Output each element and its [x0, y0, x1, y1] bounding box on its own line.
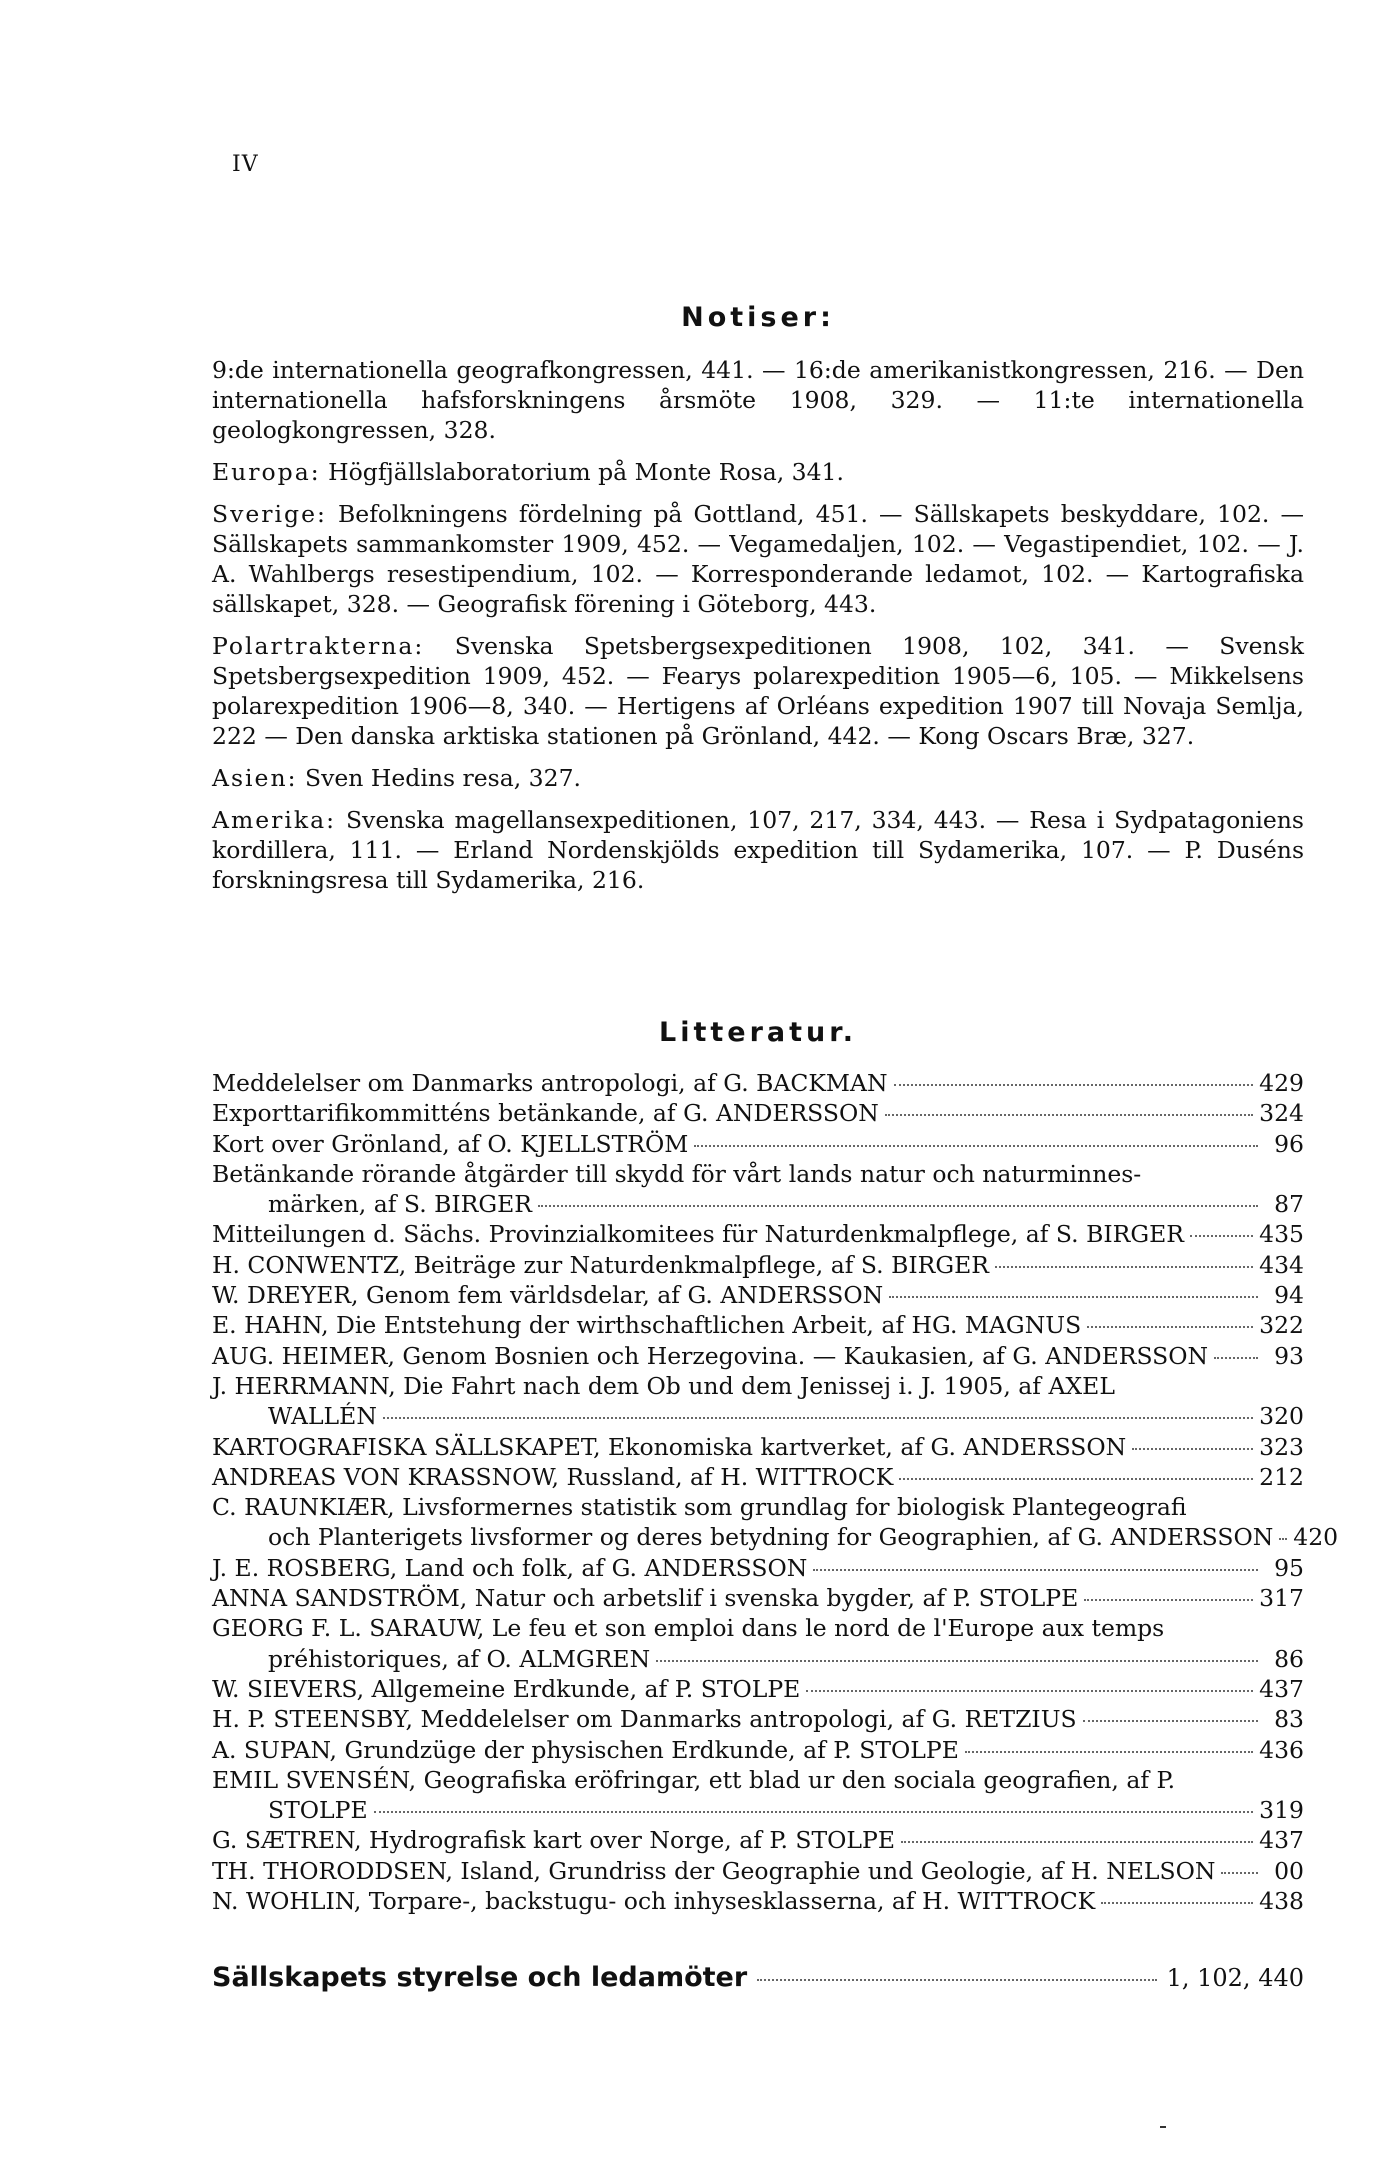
region-label: Sverige: [212, 500, 327, 528]
region-label: Asien: [212, 764, 298, 792]
entry-page: 434 [1259, 1250, 1304, 1279]
entry-text: Mitteilungen d. Sächs. Provinzialkomitees für Naturdenkmalpflege, af S. BIRGER [212, 1220, 1184, 1249]
entry-page: 435 [1259, 1220, 1304, 1249]
page-number: IV [232, 152, 259, 177]
litteratur-entry [212, 1613, 1304, 1643]
notiser-text: Svenska Spetsbergsexpeditionen 1908, 102, 341. — Svensk Spetsbergsexpedition 1909, 452. — Fearys polarexpedition 1905—6, 105. — Mikkelsens polarexpedition 1906—8, 340. — Hertigens af Orléans expedition 1907 till Novaja Semlja, 222 — Den danska arktiska stationen på Grönland, 442. — Kong Oscars Bræ, 327. [212, 632, 1304, 750]
entry-page: 323 [1259, 1432, 1304, 1461]
dot-leader [889, 1296, 1258, 1298]
region-label: Amerika: [212, 806, 337, 834]
dot-leader [899, 1478, 1253, 1480]
entry-page: 420 [1293, 1523, 1339, 1552]
litteratur-entry [212, 1159, 1304, 1189]
entry-text: Kort over Grönland, af O. KJELLSTRÖM [212, 1129, 689, 1158]
entry-text: H. CONWENTZ, Beiträge zur Naturdenkmalpflege, af S. BIRGER [212, 1250, 989, 1279]
entry-text: och Planterigets livsformer og deres betydning for Geographien, af G. ANDERSSON [268, 1523, 1274, 1552]
region-label: Europa: [212, 458, 321, 486]
litteratur-entry [212, 1856, 1304, 1886]
litteratur-entry [212, 1886, 1304, 1916]
notiser-paragraph [212, 355, 1304, 445]
entry-page: 212 [1259, 1462, 1304, 1491]
entry-text: KARTOGRAFISKA SÄLLSKAPET, Ekonomiska kartverket, af G. ANDERSSON [212, 1432, 1127, 1461]
entry-text: TH. THORODDSEN, Island, Grundriss der Geographie und Geologie, af H. NELSON [212, 1856, 1216, 1885]
litteratur-entry [212, 1401, 1304, 1431]
dot-leader [885, 1114, 1253, 1116]
litteratur-entry [212, 1765, 1304, 1795]
dot-leader [1279, 1538, 1287, 1540]
entry-text: AUG. HEIMER, Genom Bosnien och Herzegovina. — Kaukasien, af G. ANDERSSON [212, 1341, 1209, 1370]
entry-text: WALLÉN [268, 1402, 377, 1431]
dot-leader [694, 1145, 1258, 1147]
notiser-text: Sven Hedins resa, 327. [305, 764, 581, 792]
dot-leader [901, 1841, 1253, 1843]
litteratur-entry [212, 1098, 1304, 1128]
entry-text: märken, af S. BIRGER [268, 1190, 532, 1219]
entry-text: Meddelelser om Danmarks antropologi, af G. BACKMAN [212, 1069, 888, 1097]
entry-page: 437 [1259, 1826, 1304, 1855]
entry-text: W. SIEVERS, Allgemeine Erdkunde, af P. STOLPE [212, 1674, 801, 1703]
entry-text: EMIL SVENSÉN, Geografiska eröfringar, ett blad ur den sociala geografien, af P. [212, 1765, 1176, 1794]
entry-text: Betänkande rörande åtgärder till skydd för vårt lands natur och naturminnes- [212, 1159, 1142, 1188]
dot-leader [1190, 1235, 1253, 1237]
entry-text: G. SÆTREN, Hydrografisk kart over Norge, af P. STOLPE [212, 1826, 895, 1855]
entry-text: J. E. ROSBERG, Land och folk, af G. ANDERSSON [212, 1553, 808, 1582]
litteratur-entry [212, 1795, 1304, 1825]
notiser-heading: Notiser: [681, 302, 835, 333]
entry-page: 438 [1259, 1887, 1304, 1916]
litteratur-entry [212, 1129, 1304, 1159]
notiser-paragraph [212, 763, 1304, 793]
entry-text: préhistoriques, af O. ALMGREN [268, 1644, 651, 1673]
litteratur-entry [212, 1735, 1304, 1765]
entry-text: ANDREAS VON KRASSNOW, Russland, af H. WITTROCK [212, 1462, 894, 1491]
entry-text: Exporttarifikommitténs betänkande, af G. ANDERSSON [212, 1099, 879, 1128]
entry-page: 429 [1259, 1069, 1304, 1097]
entry-page: 95 [1274, 1553, 1304, 1582]
dot-leader [1214, 1357, 1258, 1359]
litteratur-entry [212, 1674, 1304, 1704]
styrelse-entry [212, 1962, 1304, 1993]
entry-page: 83 [1274, 1705, 1304, 1734]
styrelse-pages: 1, 102, 440 [1166, 1964, 1304, 1993]
litteratur-entry [212, 1825, 1304, 1855]
entry-page: 86 [1274, 1644, 1304, 1673]
litteratur-entry [212, 1704, 1304, 1734]
dot-leader [656, 1660, 1258, 1662]
litteratur-heading: Litteratur. [659, 1017, 857, 1048]
entry-text: J. HERRMANN, Die Fahrt nach dem Ob und dem Jenissej i. J. 1905, af AXEL [212, 1371, 1115, 1400]
region-label: Polartrakterna: [212, 632, 425, 660]
dot-leader [1087, 1326, 1253, 1328]
litteratur-entry [212, 1341, 1304, 1371]
dot-leader [757, 1979, 1156, 1981]
entry-text: STOLPE [268, 1796, 368, 1825]
litteratur-entry [212, 1280, 1304, 1310]
litteratur-entry [212, 1310, 1304, 1340]
notiser-section [212, 355, 1304, 895]
entry-page: 320 [1259, 1402, 1304, 1431]
page-content [212, 290, 1339, 1994]
dot-leader [806, 1690, 1253, 1692]
litteratur-entry [212, 1462, 1304, 1492]
entry-text: C. RAUNKIÆR, Livsformernes statistik som grundlag for biologisk Plantegeografi [212, 1493, 1187, 1522]
dot-leader [383, 1417, 1253, 1419]
dot-leader [813, 1569, 1258, 1571]
litteratur-entry [212, 1189, 1304, 1219]
notiser-text: Svenska magellansexpeditionen, 107, 217, 334, 443. — Resa i Sydpatagoniens kordillera, 111. — Erland Nordenskjölds expedition till Sydamerika, 107. — P. Duséns forskningsresa till Sydamerika, 216. [212, 806, 1304, 894]
litteratur-list [212, 1068, 1339, 1916]
dot-leader [1132, 1448, 1253, 1450]
notiser-paragraph [212, 457, 1304, 487]
dot-leader [1084, 1599, 1253, 1601]
entry-page: 322 [1259, 1311, 1304, 1340]
entry-text: ANNA SANDSTRÖM, Natur och arbetslif i svenska bygder, af P. STOLPE [212, 1584, 1079, 1613]
entry-page: 324 [1259, 1099, 1304, 1128]
litteratur-entry [212, 1553, 1304, 1583]
litteratur-entry [212, 1522, 1339, 1552]
dot-leader [1083, 1720, 1258, 1722]
entry-text: A. SUPAN, Grundzüge der physischen Erdkunde, af P. STOLPE [212, 1735, 959, 1764]
notiser-text: Befolkningens fördelning på Gottland, 451. — Sällskapets beskyddare, 102. — Sällskapets sammankomster 1909, 452. — Vegamedaljen, 102. — Vegastipendiet, 102. — J. A. Wahlbergs resestipendium, 102. — Korresponderande ledamot, 102. — Kartografiska sällskapet, 328. — Geografisk förening i Göteborg, 443. [212, 500, 1304, 618]
entry-page: 437 [1259, 1674, 1304, 1703]
dot-leader [965, 1751, 1253, 1753]
dot-leader [538, 1205, 1258, 1207]
entry-page: 436 [1259, 1735, 1304, 1764]
litteratur-entry [212, 1219, 1304, 1249]
entry-text: GEORG F. L. SARAUW, Le feu et son emploi dans le nord de l'Europe aux temps [212, 1614, 1165, 1643]
litteratur-entry [212, 1068, 1304, 1098]
litteratur-entry [212, 1492, 1304, 1522]
entry-page: 319 [1259, 1796, 1304, 1825]
entry-text: N. WOHLIN, Torpare-, backstugu- och inhysesklasserna, af H. WITTROCK [212, 1887, 1096, 1916]
dot-leader [1221, 1872, 1258, 1874]
entry-text: E. HAHN, Die Entstehung der wirthschaftlichen Arbeit, af HG. MAGNUS [212, 1311, 1082, 1340]
notiser-text: Högfjällslaboratorium på Monte Rosa, 341. [328, 458, 844, 486]
dot-leader [1101, 1902, 1253, 1904]
litteratur-entry [212, 1432, 1304, 1462]
entry-page: 96 [1274, 1129, 1304, 1158]
entry-page: 94 [1274, 1281, 1304, 1310]
notiser-paragraph [212, 499, 1304, 619]
dot-leader [894, 1084, 1254, 1086]
page-mark [1160, 2126, 1166, 2128]
dot-leader [995, 1266, 1253, 1268]
litteratur-entry [212, 1644, 1304, 1674]
notiser-text: 9:de internationella geografkongressen, 441. — 16:de amerikanistkongressen, 216. — Den internationella hafsforskningens årsmöte 1908, 329. — 11:te internationella geologkongressen, 328. [212, 356, 1304, 444]
entry-text: H. P. STEENSBY, Meddelelser om Danmarks antropologi, af G. RETZIUS [212, 1705, 1077, 1734]
entry-page: 93 [1274, 1341, 1304, 1370]
entry-page: 317 [1259, 1584, 1304, 1613]
litteratur-entry [212, 1583, 1304, 1613]
litteratur-entry [212, 1371, 1304, 1401]
dot-leader [374, 1811, 1254, 1813]
notiser-paragraph [212, 631, 1304, 751]
entry-page: 87 [1274, 1190, 1304, 1219]
styrelse-label: Sällskapets styrelse och ledamöter [212, 1962, 748, 1994]
entry-text: W. DREYER, Genom fem världsdelar, af G. ANDERSSON [212, 1281, 884, 1310]
entry-page: 00 [1274, 1856, 1304, 1885]
notiser-paragraph [212, 805, 1304, 895]
litteratur-entry [212, 1250, 1304, 1280]
